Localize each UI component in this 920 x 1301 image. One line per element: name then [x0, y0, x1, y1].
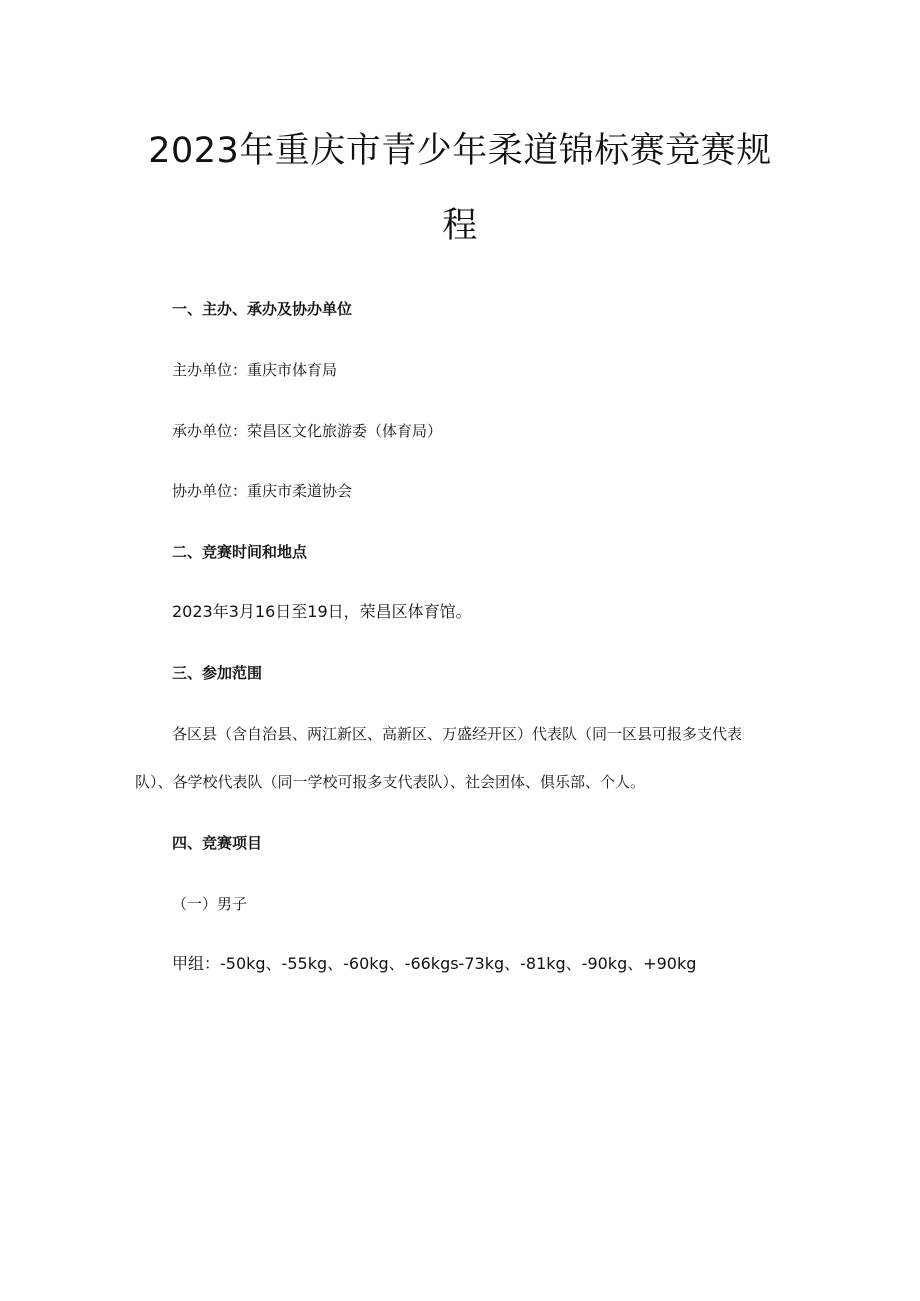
time-and-place: 2023年3月16日至19日，荣昌区体育馆。 — [172, 602, 472, 621]
men-subheading: （一）男子 — [172, 895, 248, 913]
document-title-line-2: 程 — [442, 206, 478, 246]
scope-paragraph-line-1: 各区县（含自治县、两江新区、高新区、万盛经开区）代表队（同一区县可报多支代表 — [172, 725, 743, 743]
section-2-heading: 二、竞赛时间和地点 — [172, 543, 308, 561]
organizer-unit: 承办单位：荣昌区文化旅游委（体育局） — [172, 422, 443, 440]
section-4-heading: 四、竞赛项目 — [172, 834, 263, 852]
host-unit: 主办单位：重庆市体育局 — [172, 361, 338, 379]
section-3-heading: 三、参加范围 — [172, 664, 263, 682]
weight-classes-group-a: 甲组：-50kg、-55kg、-60kg、-66kgs-73kg、-81kg、-90kg、+90kg — [172, 954, 697, 973]
scope-paragraph-line-2: 队）、各学校代表队（同一学校可报多支代表队）、社会团体、俱乐部、个人。 — [135, 773, 646, 791]
section-1-heading: 一、主办、承办及协办单位 — [172, 300, 353, 318]
document-title-line-1: 2023年重庆市青少年柔道锦标赛竞赛规 — [148, 131, 772, 171]
co-organizer-unit: 协办单位：重庆市柔道协会 — [172, 482, 353, 500]
